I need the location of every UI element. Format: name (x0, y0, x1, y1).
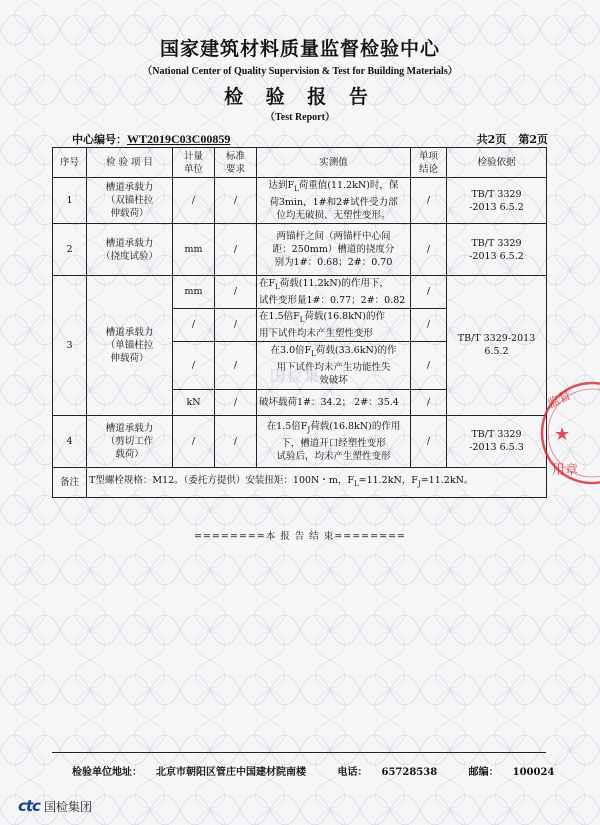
row-measured: 在1.5倍$F_J$荷载(16.8kN)的作用 下，槽道开口经塑性变形 试验后，均未产生塑性变形 (257, 415, 411, 467)
address: 检验单位地址： 北京市朝阳区管庄中国建材院南楼 (72, 767, 306, 778)
header-unit: 计量 单位 (173, 148, 215, 178)
page-indicator (465, 131, 548, 147)
watermark: 国检集 (270, 367, 322, 385)
row-requirement: / (215, 276, 257, 309)
table-row (53, 178, 547, 224)
row-unit: / (173, 415, 215, 467)
row-unit: / (173, 308, 215, 341)
row-measured: 在$F_L$荷载(11.2kN)的作用下， 试件变形量1#：0.77；2#：0.82 (257, 276, 411, 309)
row-measured: 在3.0倍$F_L$荷载(33.6kN)的作 用下试件均未产生功能性失 效破坏 (257, 341, 411, 389)
row-unit: kN (173, 389, 215, 415)
row-conclusion: / (411, 308, 447, 341)
row-no: 3 (53, 276, 87, 416)
row-requirement: / (215, 308, 257, 341)
row-basis: TB/T 3329-2013 6.5.2 (447, 276, 547, 416)
header-requirement: 标准 要求 (215, 148, 257, 178)
header-no: 序号 (53, 148, 87, 178)
footer-divider (52, 752, 546, 753)
row-conclusion: / (411, 415, 447, 467)
row-conclusion: / (411, 276, 447, 309)
table-row (53, 276, 547, 309)
current-page: 第2页 (518, 133, 548, 146)
row-item: 槽道承载力 （单锚柱拉 伸载荷） (87, 276, 173, 416)
row-item: 槽道承载力 （剪切工作 载荷） (87, 415, 173, 467)
table-header-row (53, 148, 547, 178)
svg-text:用章: 用章 (552, 463, 579, 478)
row-measured: 两锚杆之间（两锚杆中心间 距：250mm）槽道的挠度分 别为1#：0.68；2#：0.70 (257, 224, 411, 276)
row-unit: / (173, 178, 215, 224)
footer-address (72, 763, 582, 778)
phone: 电话： 65728538 (337, 767, 438, 778)
title-chinese: 国家建筑材料质量监督检验中心 (159, 38, 440, 60)
row-unit: mm (173, 276, 215, 309)
row-basis: TB/T 3329 -2013 6.5.2 (447, 178, 547, 224)
row-conclusion: / (411, 341, 447, 389)
row-requirement: / (215, 389, 257, 415)
row-no: 1 (53, 178, 87, 224)
red-seal-stamp (532, 378, 600, 488)
logo-name: 国检集团 (43, 800, 92, 814)
header-item: 检 验 项 目 (87, 148, 173, 178)
table-row (53, 415, 547, 467)
row-item: 槽道承载力 （挠度试验） (87, 224, 173, 276)
row-measured: 在1.5倍$F_L$荷载(16.8kN)的作 用下试件均未产生塑性变形 (257, 308, 411, 341)
row-requirement: / (215, 341, 257, 389)
logo-mark: ctc (18, 797, 40, 815)
row-conclusion: / (411, 224, 447, 276)
row-no: 4 (53, 415, 87, 467)
row-basis: TB/T 3329 -2013 6.5.3 (447, 415, 547, 467)
row-basis: TB/T 3329 -2013 6.5.2 (447, 224, 547, 276)
header-basis: 检验依据 (447, 148, 547, 178)
row-requirement: / (215, 178, 257, 224)
report-title-chinese: 检 验 报 告 (224, 86, 376, 108)
center-number-value: WT2019C03C00859 (127, 132, 231, 146)
report-end-marker: ========本 报 告 结 束======== (194, 531, 406, 542)
row-measured: 破坏载荷1#：34.2； 2#：35.4 (257, 389, 411, 415)
svg-text:监督: 监督 (545, 387, 574, 411)
table-row (53, 224, 547, 276)
row-measured: 达到$F_L$荷重值(11.2kN)时，保 荷3min，1#和2#试件受力部 位均无破损、无塑性变形。 (257, 178, 411, 224)
ctc-logo (18, 797, 92, 815)
row-unit: / (173, 341, 215, 389)
remark-row (53, 467, 547, 497)
row-no: 2 (53, 224, 87, 276)
row-requirement: / (215, 415, 257, 467)
row-requirement: / (215, 224, 257, 276)
svg-text:★: ★ (554, 424, 571, 445)
title-english: （National Center of Quality Supervision & Test for Building Materials） (142, 66, 458, 77)
row-conclusion: / (411, 389, 447, 415)
row-conclusion: / (411, 178, 447, 224)
center-number (72, 131, 230, 147)
row-unit: mm (173, 224, 215, 276)
remark-text: T型螺栓规格：M12。（委托方提供）安装扭矩：100N・m，$F_L=11.2kN$，$F_J=11.2kN$。 (87, 467, 547, 497)
test-results-table (52, 147, 547, 498)
zip: 邮编： 100024 (468, 767, 555, 778)
header-conclusion: 单项 结论 (411, 148, 447, 178)
row-item: 槽道承载力 （双锚柱拉 伸载荷） (87, 178, 173, 224)
header-measured: 实测值 (257, 148, 411, 178)
remark-label: 备注 (53, 467, 87, 497)
total-pages: 共2页 (476, 133, 507, 146)
report-title-english: （Test Report） (265, 112, 335, 123)
center-number-label: 中心编号： (72, 133, 127, 146)
